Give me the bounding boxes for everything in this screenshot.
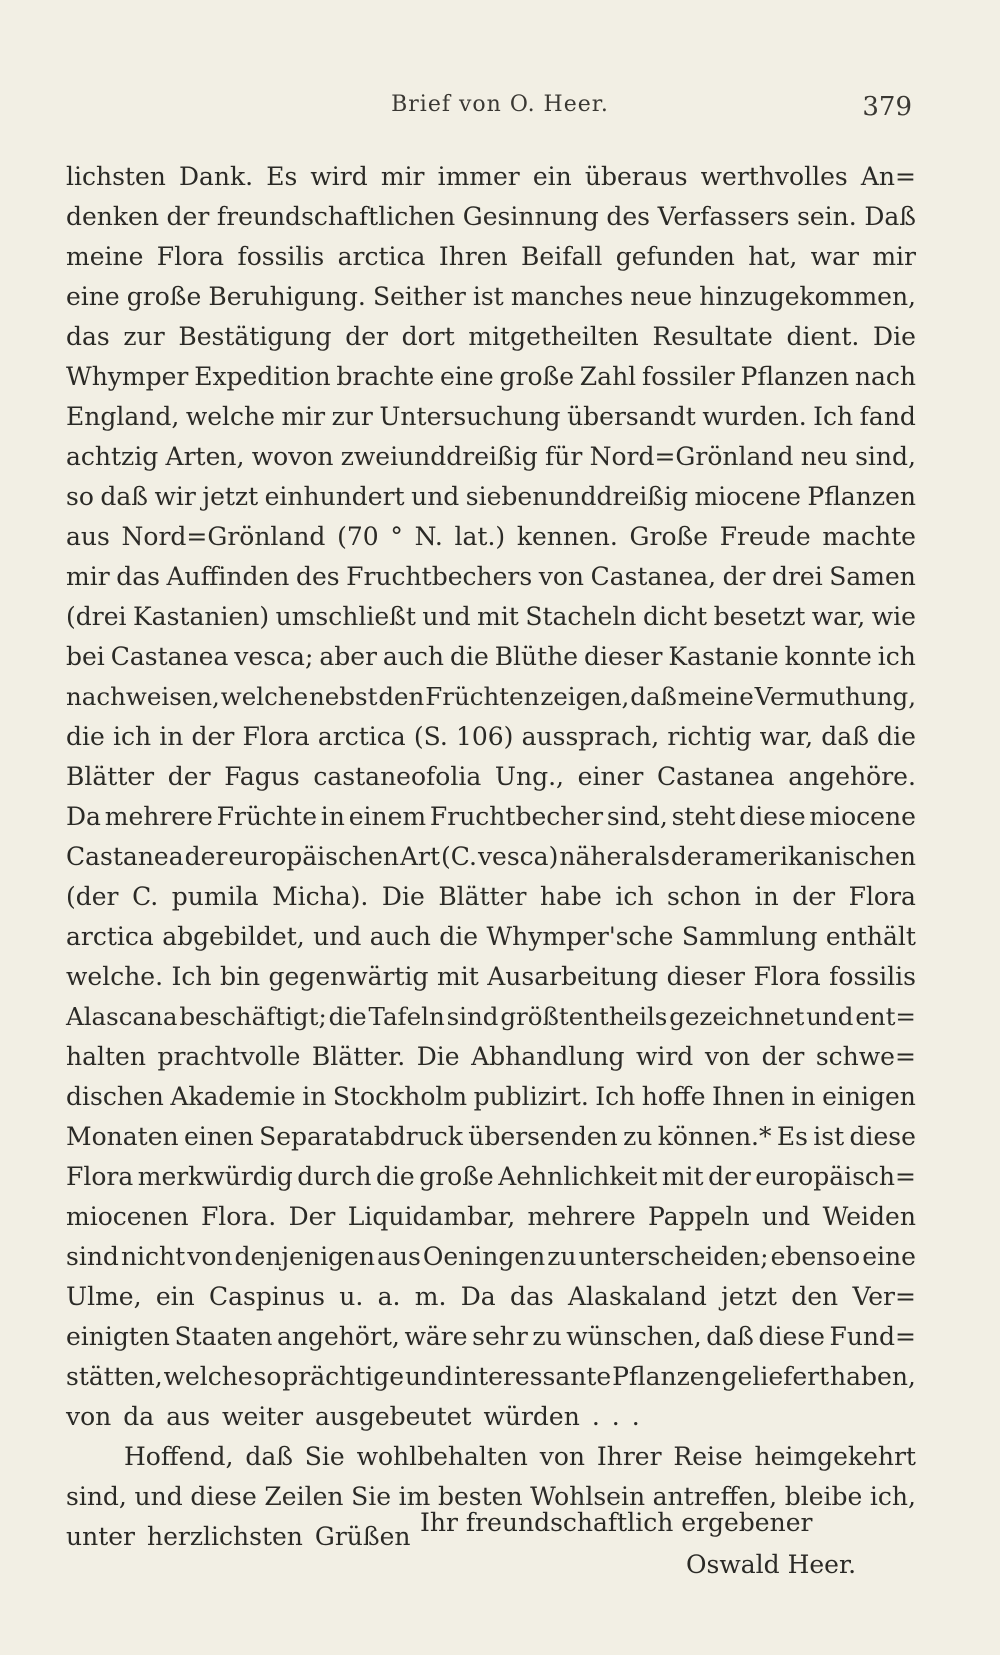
text-line: lichsten Dank. Es wird mir immer ein überaus werthvolles An= <box>66 162 916 191</box>
text-line: England, welche mir zur Untersuchung übersandt wurden. Ich fand <box>66 402 916 431</box>
text-line: aus Nord=Grönland (70 ° N. lat.) kennen. Große Freude machte <box>66 522 916 551</box>
text-line: einigten Staaten angehört, wäre sehr zu wünschen, daß diese Fund= <box>66 1322 916 1351</box>
text-line: meine Flora fossilis arctica Ihren Beifall gefunden hat, war mir <box>66 242 916 271</box>
text-line: Whymper Expedition brachte eine große Zahl fossiler Pflanzen nach <box>66 362 916 391</box>
text-line: unter herzlichsten Grüßen <box>66 1522 411 1551</box>
signature: Oswald Heer. <box>686 1550 857 1579</box>
text-line: Hoffend, daß Sie wohlbehalten von Ihrer Reise heimgekehrt <box>124 1442 916 1471</box>
text-line: arctica abgebildet, und auch die Whymper'sche Sammlung enthält <box>66 922 916 951</box>
text-line: (drei Kastanien) umschließt und mit Stacheln dicht besetzt war, wie <box>66 602 916 631</box>
text-line: das zur Bestätigung der dort mitgetheilten Resultate dient. Die <box>66 322 916 351</box>
text-line: von da aus weiter ausgebeutet würden . . . <box>66 1402 640 1431</box>
text-line: nachweisen, welche nebst den Früchten zeigen, daß meine Vermuthung, <box>66 682 916 711</box>
text-line: stätten, welche so prächtige und interessante Pflanzen geliefert haben, <box>66 1362 916 1391</box>
text-line: Da mehrere Früchte in einem Fruchtbecher sind, steht diese miocene <box>66 802 916 831</box>
text-line: Flora merkwürdig durch die große Aehnlichkeit mit der europäisch= <box>66 1162 916 1191</box>
text-line: so daß wir jetzt einhundert und siebenunddreißig miocene Pflanzen <box>66 482 916 511</box>
text-line: achtzig Arten, wovon zweiunddreißig für Nord=Grönland neu sind, <box>66 442 916 471</box>
text-line: halten prachtvolle Blätter. Die Abhandlung wird von der schwe= <box>66 1042 916 1071</box>
text-line: sind, und diese Zeilen Sie im besten Wohlsein antreffen, bleibe ich, <box>66 1482 916 1511</box>
text-line: Ulme, ein Caspinus u. a. m. Da das Alaskaland jetzt den Ver= <box>66 1282 916 1311</box>
text-line: Monaten einen Separatabdruck übersenden zu können.* Es ist diese <box>66 1122 916 1151</box>
letter-body <box>66 157 916 1557</box>
text-line: die ich in der Flora arctica (S. 106) aussprach, richtig war, daß die <box>66 722 916 751</box>
text-line: mir das Auffinden des Fruchtbechers von Castanea, der drei Samen <box>66 562 916 591</box>
text-line: miocenen Flora. Der Liquidambar, mehrere Pappeln und Weiden <box>66 1202 916 1231</box>
text-line: Blätter der Fagus castaneofolia Ung., einer Castanea angehöre. <box>66 762 916 791</box>
text-line: dischen Akademie in Stockholm publizirt. Ich hoffe Ihnen in einigen <box>66 1082 916 1111</box>
page-number: 379 <box>862 92 912 122</box>
text-line: Alascana beschäftigt; die Tafeln sind größtentheils gezeichnet und ent= <box>66 1002 916 1031</box>
text-line: sind nicht von denjenigen aus Oeningen zu unterscheiden; ebenso eine <box>66 1242 916 1271</box>
text-line: welche. Ich bin gegenwärtig mit Ausarbeitung dieser Flora fossilis <box>66 962 916 991</box>
running-title: Brief von O. Heer. <box>391 92 609 117</box>
running-head <box>0 92 1000 132</box>
valediction: Ihr freundschaftlich ergebener <box>420 1508 813 1537</box>
text-line: (der C. pumila Micha). Die Blätter habe ich schon in der Flora <box>66 882 916 911</box>
text-line: denken der freundschaftlichen Gesinnung des Verfassers sein. Daß <box>66 202 916 231</box>
text-line: Castanea der europäischen Art (C. vesca) näher als der amerikanischen <box>66 842 916 871</box>
text-line: bei Castanea vesca; aber auch die Blüthe dieser Kastanie konnte ich <box>66 642 916 671</box>
text-line: eine große Beruhigung. Seither ist manches neue hinzugekommen, <box>66 282 916 311</box>
